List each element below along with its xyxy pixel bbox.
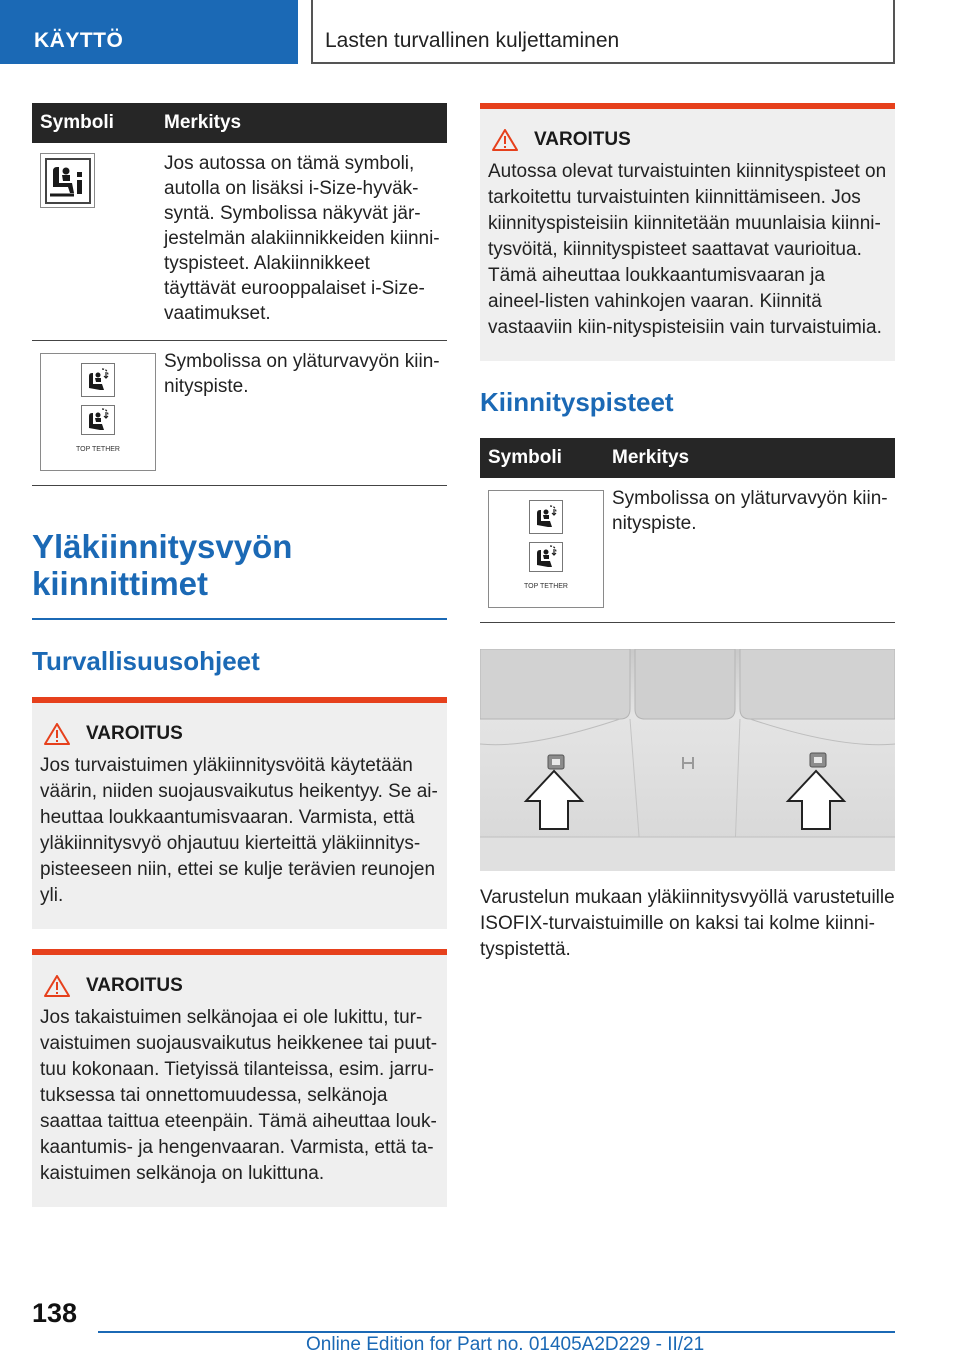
warning-triangle-icon: [44, 975, 70, 997]
warning-box: [32, 697, 447, 929]
anchor-seat-icon: [529, 542, 563, 572]
top-tether-tile: [524, 542, 568, 599]
meaning-text: Symbolissa on yläturvavyön kiin-nityspiste.: [156, 341, 447, 486]
col-symbol-header: Symboli: [480, 438, 604, 478]
section-tab: KÄYTTÖ: [0, 0, 298, 64]
isize-seat-icon: [40, 153, 95, 208]
table-row: [480, 478, 895, 623]
symbol-table-right: [480, 438, 895, 623]
warning-box: [480, 103, 895, 361]
warning-body: Jos takaistuimen selkänojaa ei ole lukittu, tur-vaistuimen suojausvaikutus heikkenee tai puut-tuu kokonaan. Tietyissä tilanteissa, esim. jarru-tuksessa tai onnettomuudessa, selkänoja saattaa taittua eteenpäin. Tämä aiheuttaa louk-kaantumis- ja hengenvaaran. Varmista, että ta-kaistuimen selkänoja on lukittuna.: [40, 1007, 438, 1184]
top-tether-icon: [40, 353, 156, 471]
warning-body: Jos turvaistuimen yläkiinnitysvöitä käytetään väärin, niiden suojausvaikutus heikentyy. Se ai-heuttaa loukkaantumisvaaran. Varmista, että yläkiinnitysvyö ohjautuu kierteittä yläkiinnitys-pisteeseen niin, ettei se kulje terävien reunojen yli.: [40, 755, 438, 906]
top-tether-label: TOP TETHER: [524, 582, 568, 590]
top-tether-label: TOP TETHER: [76, 445, 120, 453]
warning-title: [488, 129, 887, 151]
top-tether-tile: [76, 405, 120, 462]
chapter-title: Lasten turvallinen kuljettaminen: [311, 0, 895, 64]
col-meaning-header: Merkitys: [604, 438, 895, 478]
heading-rule: [32, 618, 447, 620]
meaning-text: Jos autossa on tämä symboli, autolla on lisäksi i-Size-hyväk-syntä. Symbolissa näkyvät jär-jestelmän alakiinnikkeiden kiinni-tyspisteet. Alakiinnikkeet täyttävät eurooppalaiset i-Size-vaatimukset.: [156, 143, 447, 341]
meaning-text: Symbolissa on yläturvavyön kiin-nityspiste.: [604, 478, 895, 623]
subsection-heading: Turvallisuusohjeet: [32, 646, 260, 676]
footer-edition: Online Edition for Part no. 01405A2D229 - II/21: [306, 1334, 705, 1355]
anchor-seat-icon: [81, 405, 115, 435]
section-heading: Kiinnityspisteet: [480, 387, 674, 417]
footer-rule: [98, 1331, 895, 1333]
section-heading: Yläkiinnitysvyön kiinnittimet: [32, 528, 293, 602]
warning-title-text: VAROITUS: [534, 129, 631, 150]
page-number: 138: [32, 1298, 78, 1328]
col-meaning-header: Merkitys: [156, 103, 447, 143]
warning-body: Autossa olevat turvaistuinten kiinnityspisteet on tarkoitettu turvaistuinten kiinnittämiseen. Jos kiinnityspisteisiin kiinnitetään muunlaisia kiinni-tysvöitä, kiinnityspisteet saattavat vaurioitua. Tämä aiheuttaa loukkaantumisvaaran ja aineel-listen vahinkojen vaaran. Kiinnitä vastaaviin kiin-nityspisteisiin vain turvaistuimia.: [488, 161, 887, 338]
warning-title: [40, 723, 439, 745]
warning-box: [32, 949, 447, 1207]
photo-caption: Varustelun mukaan yläkiinnitysvyöllä varustetuille ISOFIX-turvaistuimille on kaksi tai kolme kiinni-tyspistettä.: [480, 887, 895, 960]
trunk-anchor-photo: [480, 649, 895, 871]
col-symbol-header: Symboli: [32, 103, 156, 143]
right-column: [480, 103, 895, 963]
warning-triangle-icon: [492, 129, 518, 151]
warning-title: [40, 975, 439, 997]
warning-title-text: VAROITUS: [86, 975, 183, 996]
left-column: [32, 103, 447, 1207]
warning-triangle-icon: [44, 723, 70, 745]
top-tether-icon: [488, 490, 604, 608]
table-row: [32, 341, 447, 486]
anchor-seat-icon: [529, 500, 563, 534]
table-row: [32, 143, 447, 341]
symbol-table-left: [32, 103, 447, 486]
warning-title-text: VAROITUS: [86, 723, 183, 744]
anchor-seat-icon: [81, 363, 115, 397]
